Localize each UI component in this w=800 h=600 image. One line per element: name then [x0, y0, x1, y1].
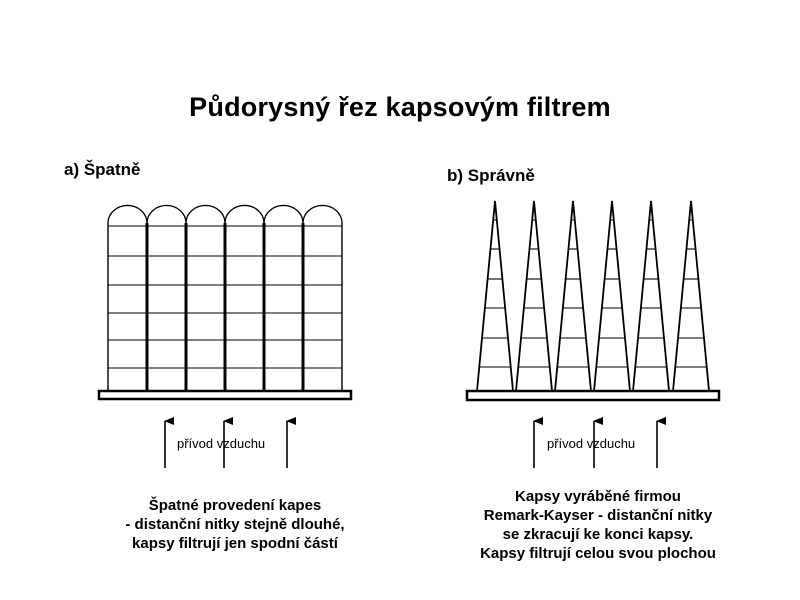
- pocket-taper: [555, 201, 591, 391]
- diagram-title: Půdorysný řez kapsovým filtrem: [189, 92, 611, 122]
- panel-b-airflow-label: přívod vzduchu: [547, 436, 636, 451]
- pocket-top-arc: [303, 205, 342, 223]
- pocket-top-arc: [264, 205, 303, 223]
- caption-line: Špatné provedení kapes: [148, 497, 322, 514]
- panel-b-pockets: [477, 201, 709, 391]
- pocket-top-arc: [147, 205, 186, 223]
- pocket-taper: [594, 201, 630, 391]
- pocket-taper: [633, 201, 669, 391]
- panel-a-frame: [99, 391, 351, 399]
- pocket-taper: [673, 201, 709, 391]
- caption-line: kapsy filtrují jen spodní částí: [132, 535, 338, 552]
- panel-b-caption: [448, 487, 748, 563]
- caption-line: Remark-Kayser - distanční nitky: [483, 507, 713, 524]
- panel-a-airflow-label: přívod vzduchu: [177, 436, 266, 451]
- panel-a-label: a) Špatně: [64, 160, 141, 179]
- pocket-taper: [477, 201, 513, 391]
- pocket-taper: [516, 201, 552, 391]
- pocket-top-arc: [108, 205, 147, 223]
- panel-b-frame: [467, 391, 719, 400]
- panel-a-caption: [85, 496, 385, 553]
- caption-line: se zkracují ke konci kapsy.: [502, 526, 694, 543]
- pocket-top-arc: [186, 205, 225, 223]
- caption-line: Kapsy vyráběné firmou: [515, 488, 681, 505]
- panel-a-pockets: [108, 205, 342, 391]
- panel-b-label: b) Správně: [447, 166, 535, 185]
- caption-line: - distanční nitky stejně dlouhé,: [125, 516, 345, 533]
- caption-line: Kapsy filtrují celou svou plochou: [480, 545, 716, 562]
- pocket-top-arc: [225, 205, 264, 223]
